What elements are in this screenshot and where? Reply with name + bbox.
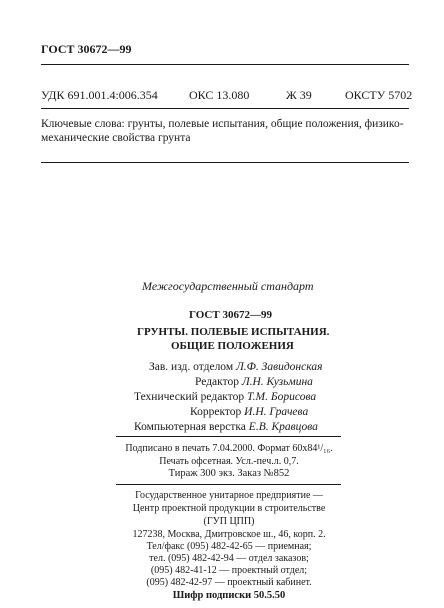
credit-person: Е.В. Кравцова	[248, 421, 318, 433]
zh-code: Ж 39	[286, 88, 312, 102]
credit-head-of-dept	[149, 361, 322, 373]
credit-role: Компьютерная верстка	[134, 421, 246, 433]
credit-role: Корректор	[190, 406, 242, 418]
publisher-line-3: (ГУП ЦПП)	[203, 516, 255, 527]
oks-code: ОКС 13.080	[189, 88, 250, 102]
credit-role: Редактор	[195, 376, 239, 388]
publisher-line-1: Государственное унитарное предприятие —	[135, 490, 323, 501]
credit-person: Л.Ф. Завидонская	[236, 361, 323, 373]
print-info-line-2: Печать офсетная. Усл.-печ.л. 0,7.	[159, 456, 299, 467]
keywords-rule	[41, 162, 409, 163]
standard-kind: Межгосударственный стандарт	[142, 279, 314, 293]
credit-role: Технический редактор	[134, 391, 245, 403]
print-info-line-1: Подписано в печать 7.04.2000. Формат 60x84¹/₁₆.	[125, 443, 333, 454]
keywords-line-2: механические свойства грунта	[41, 132, 191, 144]
credits-rule	[116, 436, 341, 437]
publisher-phone-2: тел. (095) 482-42-94 — отдел заказов;	[149, 553, 309, 564]
print-info-rule	[116, 484, 341, 485]
keywords-line-1: Ключевые слова: грунты, полевые испытания, общие положения, физико-	[41, 118, 404, 130]
subscription-cipher: Шифр подписки 50.5.50	[172, 590, 286, 601]
standard-title-line-2: ОБЩИЕ ПОЛОЖЕНИЯ	[171, 340, 294, 352]
okstu-code: ОКСТУ 5702	[345, 88, 413, 102]
credit-layout	[134, 421, 318, 433]
credit-person: И.Н. Грачева	[244, 406, 309, 418]
publisher-phone-1: Тел/факс (095) 482-42-65 — приемная;	[146, 541, 312, 552]
imprint-gost-code: ГОСТ 30672—99	[189, 309, 272, 321]
standard-title-line-1: ГРУНТЫ. ПОЛЕВЫЕ ИСПЫТАНИЯ.	[137, 326, 330, 338]
publisher-phone-3: (095) 482-41-12 — проектный отдел;	[150, 565, 308, 576]
credit-editor	[195, 376, 313, 388]
publisher-address: 127238, Москва, Дмитровское ш., 46, корп. 2.	[132, 529, 326, 540]
print-info-line-3: Тираж 300 экз. Заказ №852	[168, 468, 290, 479]
credit-role: Зав. изд. отделом	[149, 361, 234, 373]
credit-proofreader	[190, 406, 308, 418]
header-rule	[41, 64, 409, 65]
credit-tech-editor	[134, 391, 316, 403]
credit-person: Л.Н. Кузьмина	[241, 376, 313, 388]
document-code: ГОСТ 30672—99	[41, 42, 132, 56]
publisher-line-2: Центр проектной продукции в строительстве	[132, 503, 326, 514]
classification-rule	[41, 108, 409, 109]
udk-code: УДК 691.001.4:006.354	[41, 88, 158, 102]
credit-person: Т.М. Борисова	[247, 391, 317, 403]
publisher-phone-4: (095) 482-42-97 — проектный кабинет.	[146, 577, 312, 588]
